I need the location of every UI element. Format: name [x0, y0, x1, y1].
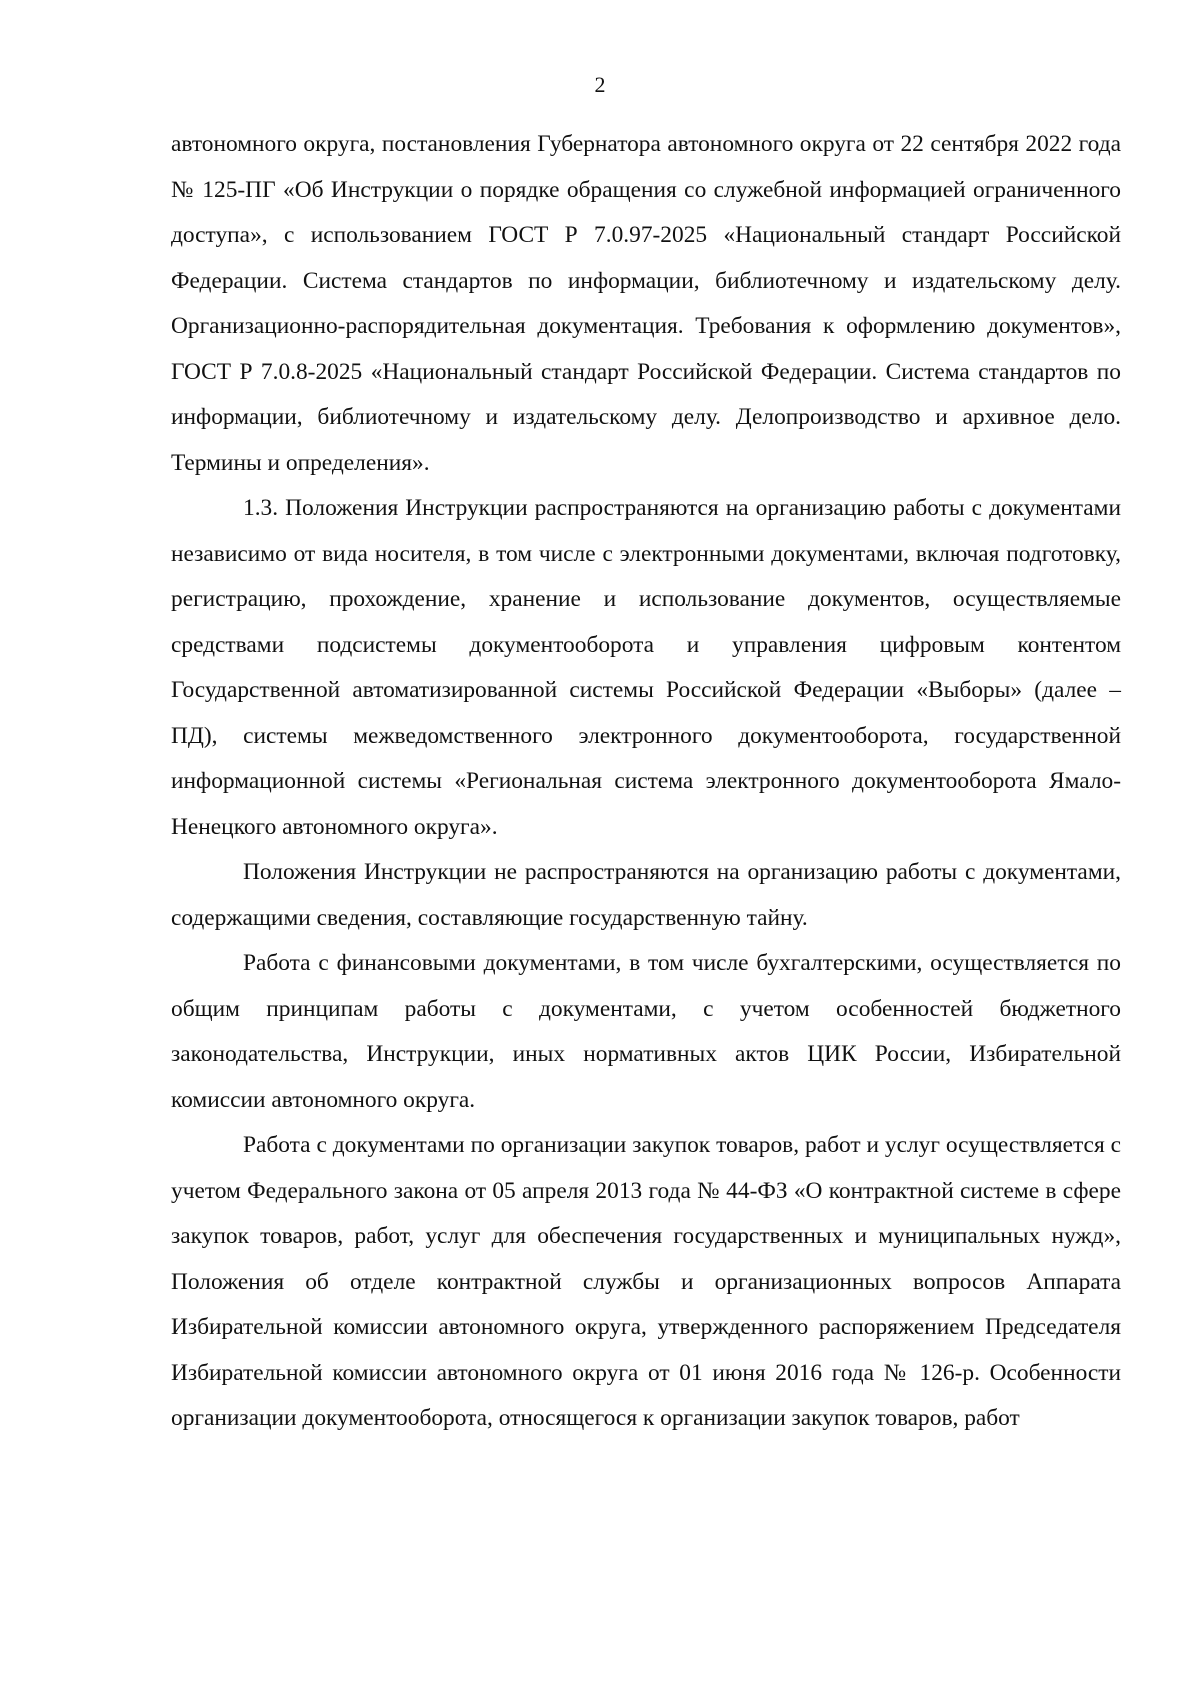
paragraph-state-secret-exclusion: Положения Инструкции не распространяются на организацию работы с документами, содержащими сведения, составляющие государственную тайну.: [171, 859, 1121, 931]
paragraph-financial-documents: Работа с финансовыми документами, в том числе бухгалтерскими, осуществляется по общим принципам работы с документами, с учетом особенностей бюджетного законодательства, Инструкции, иных нормативных актов ЦИК России, Избирательной комиссии автономного округа.: [171, 950, 1121, 1113]
paragraph-procurement-documents: Работа с документами по организации закупок товаров, работ и услуг осуществляется с учетом Федерального закона от 05 апреля 2013 года № 44-ФЗ «О контрактной системе в сфере закупок товаров, работ, услуг для обеспечения государственных и муниципальных нужд», Положения об отделе контрактной службы и организационных вопросов Аппарата Избирательной комиссии автономного округа, утвержденного распоряжением Председателя Избирательной комиссии автономного округа от 01 июня 2016 года № 126-р. Особенности организации документооборота, относящегося к организации закупок товаров, работ: [171, 1132, 1121, 1431]
paragraph-1-3: 1.3. Положения Инструкции распространяются на организацию работы с документами независимо от вида носителя, в том числе с электронными документами, включая подготовку, регистрацию, прохождение, хранение и использование документов, осуществляемые средствами подсистемы документооборота и управления цифровым контентом Государственной автоматизированной системы Российской Федерации «Выборы» (далее – ПД), системы межведомственного электронного документооборота, государственной информационной системы «Региональная система электронного документооборота Ямало-Ненецкого автономного округа».: [171, 495, 1121, 840]
paragraph-continuation: автономного округа, постановления Губернатора автономного округа от 22 сентября 2022 года № 125-ПГ «Об Инструкции о порядке обращения со служебной информацией ограниченного доступа», с использованием ГОСТ Р 7.0.97-2025 «Национальный стандарт Российской Федерации. Система стандартов по информации, библиотечному и издательскому делу. Организационно-распорядительная документация. Требования к оформлению документов», ГОСТ Р 7.0.8-2025 «Национальный стандарт Российской Федерации. Система стандартов по информации, библиотечному и издательскому делу. Делопроизводство и архивное дело. Термины и определения».: [171, 131, 1121, 476]
page-number: 2: [594, 72, 606, 97]
document-body: [171, 122, 1121, 1442]
